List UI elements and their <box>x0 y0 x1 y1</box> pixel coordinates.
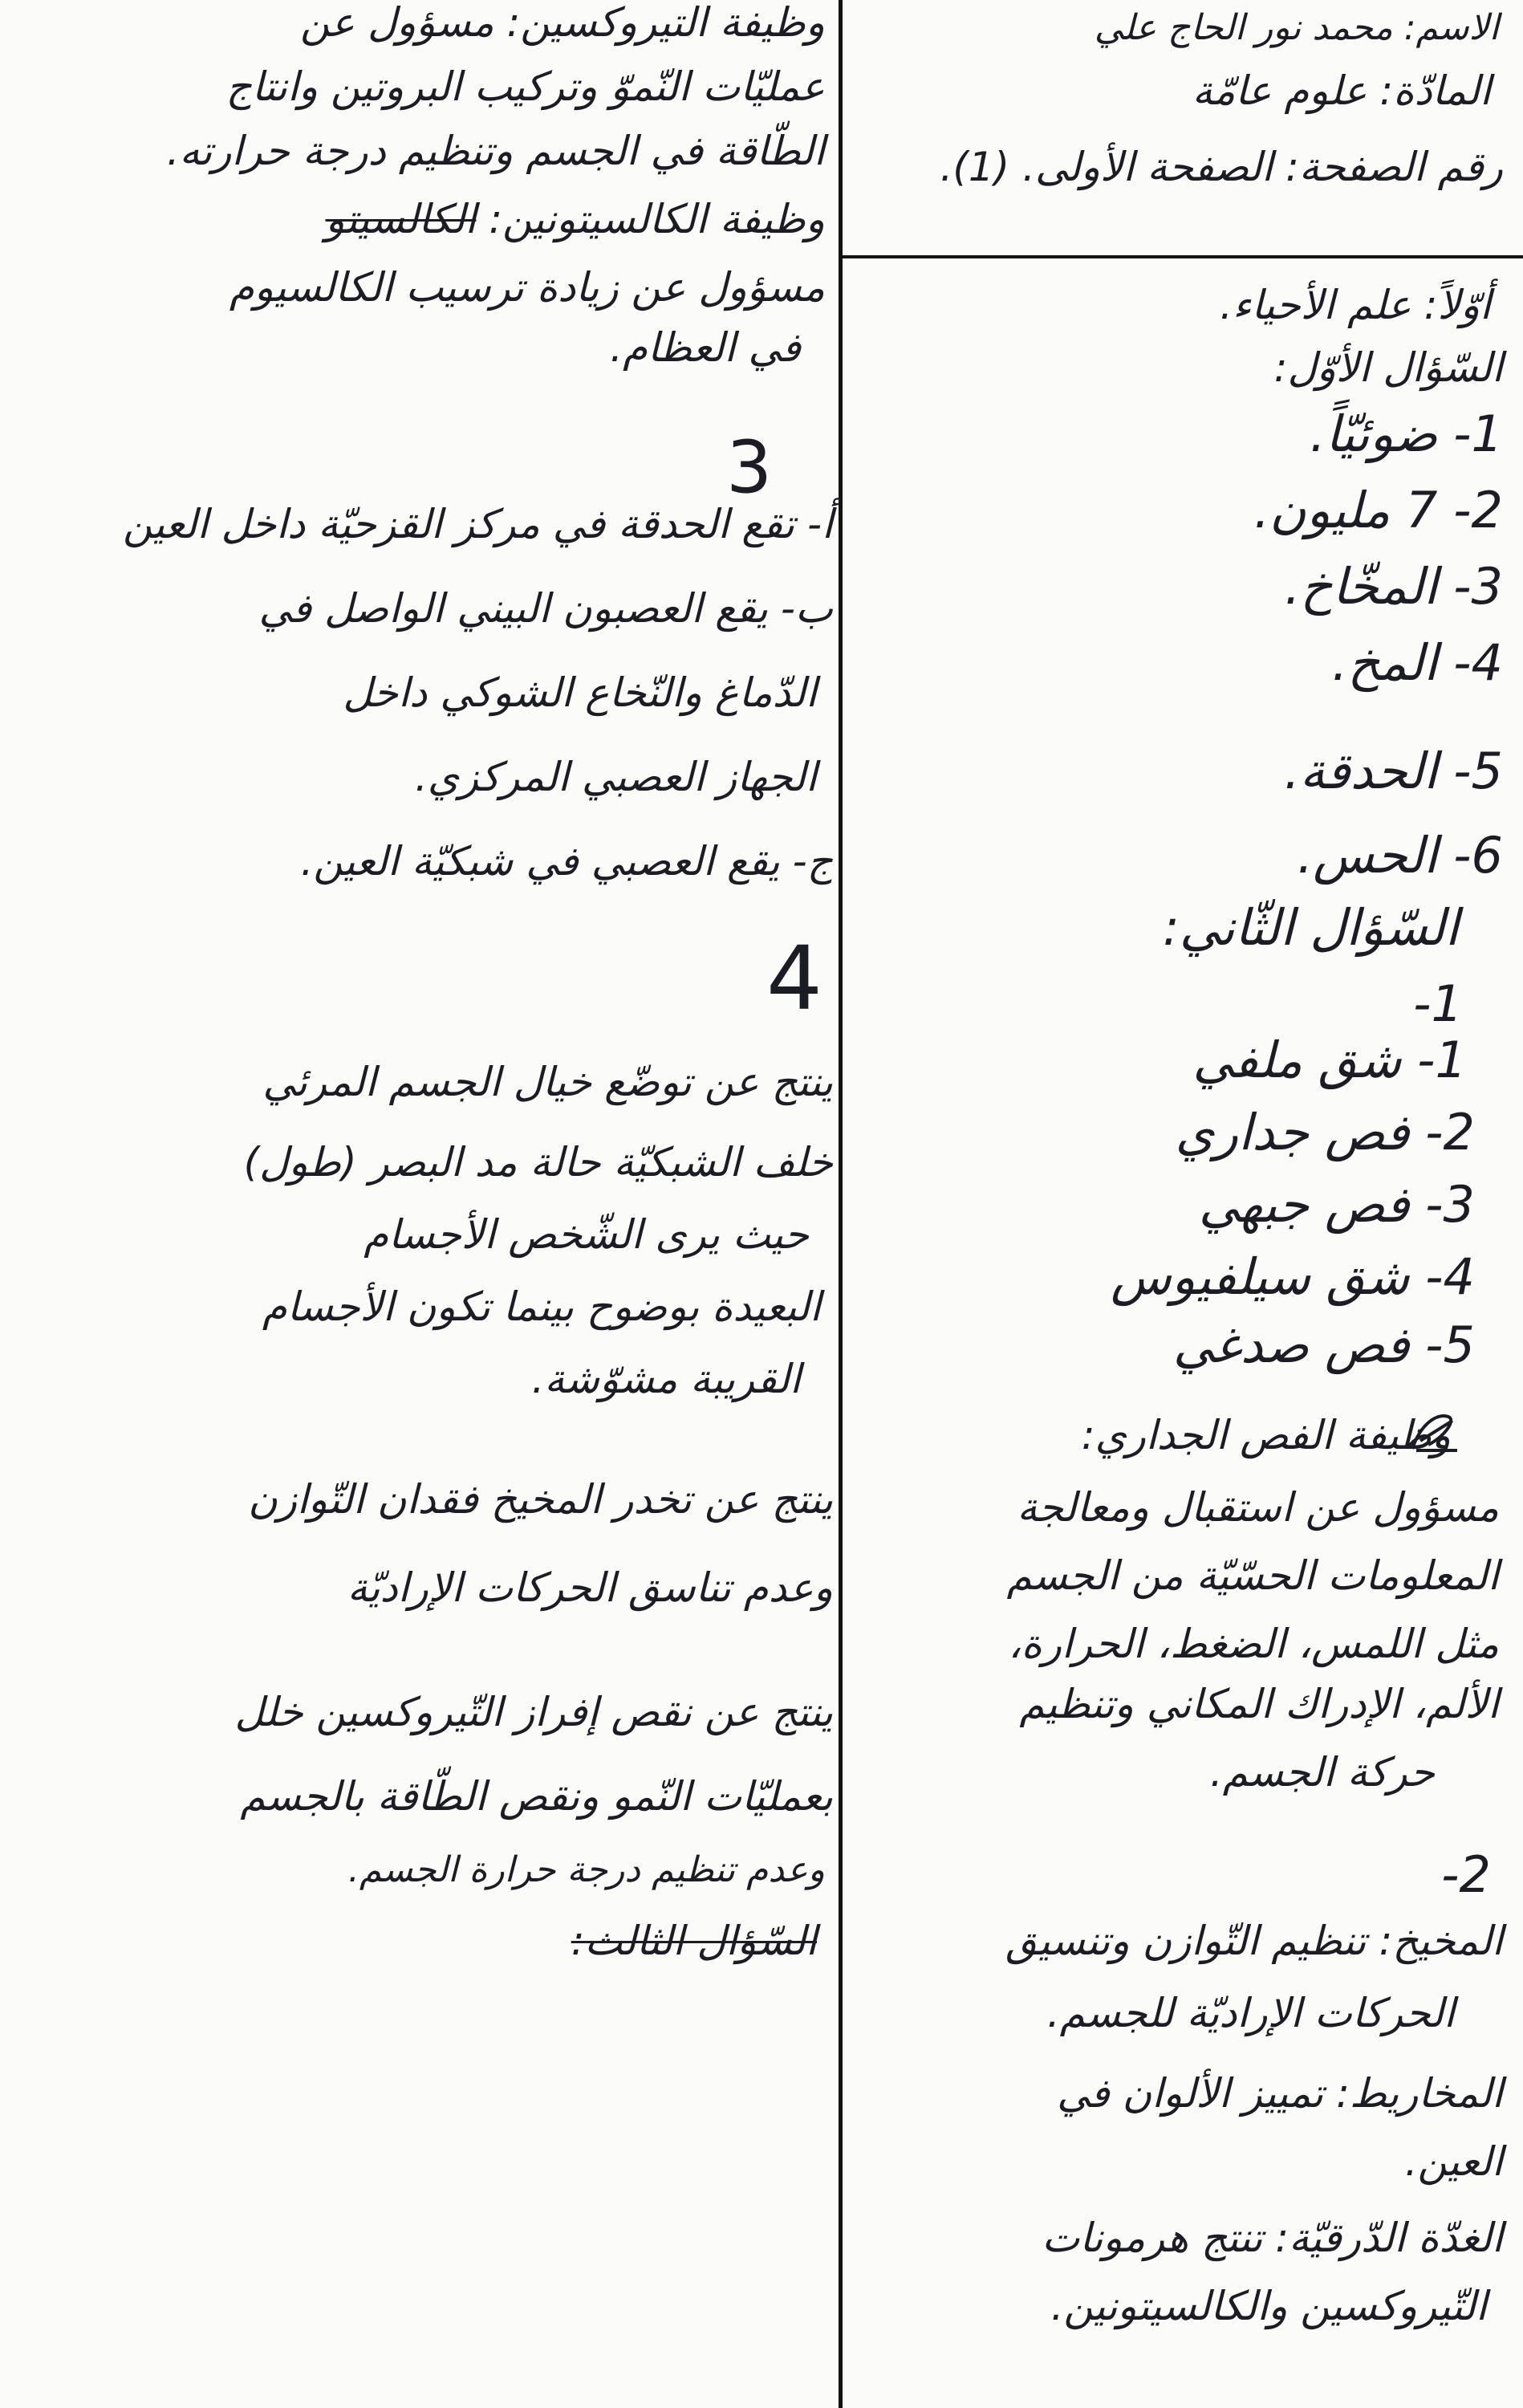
thyroxine-line-1: وظيفة التيروكسين: مسؤول عن <box>300 0 825 46</box>
part2-line-5: الغدّة الدّرقيّة: تنتج هرمونات <box>1042 2215 1503 2261</box>
q2-answer-3: 3- فص جبهي <box>1198 1175 1475 1234</box>
q3-line-2: ب- يقع العصبون البيني الواصل في <box>258 585 833 632</box>
q2-answer-2: 2- فص جداري <box>1175 1103 1475 1161</box>
q4-b2-line-2: وعدم تناسق الحركات الإراديّة <box>347 1564 833 1611</box>
thyroxine-line-2: عمليّات النّموّ وتركيب البروتين وانتاج <box>225 63 825 110</box>
q2-answer-1: 1- شق ملفي <box>1192 1031 1467 1089</box>
thyroxine-line-3: الطّاقة في الجسم وتنظيم درجة حرارته. <box>166 128 825 174</box>
calcitonin-title <box>326 197 825 243</box>
parietal-line-5: حركة الجسم. <box>1209 1749 1435 1796</box>
q4-number: 4 <box>766 927 822 1030</box>
q1-answer-2: 2- 7 مليون. <box>1253 481 1503 539</box>
q2-part1-label: 1- <box>1413 974 1463 1033</box>
q1-answer-4: 4- المخ. <box>1331 633 1503 692</box>
q3-line-1: أ- تقع الحدقة في مركز القزحيّة داخل العين <box>123 501 833 547</box>
q3-line-4: الجهاز العصبي المركزي. <box>414 754 817 800</box>
calcitonin-line-2: في العظام. <box>610 324 801 371</box>
student-name: الاسم: محمد نور الحاج علي <box>1094 7 1499 48</box>
q4-b3-line-2: بعمليّات النّمو ونقص الطّاقة بالجسم <box>240 1773 833 1820</box>
calcitonin-line-1: مسؤول عن زيادة ترسيب الكالسيوم <box>229 264 825 311</box>
q4-b2-line-1: ينتج عن تخدر المخيخ فقدان التّوازن <box>248 1476 833 1523</box>
q2-answer-5: 5- فص صدغي <box>1172 1316 1475 1374</box>
q4-b1-line-4: البعيدة بوضوح بينما تكون الأجسام <box>262 1283 821 1330</box>
q2-title: السّؤال الثّاني: <box>1163 898 1459 957</box>
q3-line-3: الدّماغ والنّخاع الشوكي داخل <box>343 669 817 716</box>
parietal-line-2: المعلومات الحسّيّة من الجسم <box>1006 1552 1499 1599</box>
q1-title: السّؤال الأوّل: <box>1273 344 1503 391</box>
parietal-line-4: الألم، الإدراك المكاني وتنظيم <box>1019 1681 1499 1727</box>
q4-b3-line-1: ينتج عن نقص إفراز التّيروكسين خلل <box>234 1689 833 1735</box>
q4-b3-line-3: وعدم تنظيم درجة حرارة الجسم. <box>347 1849 825 1890</box>
q4-b1-line-5: القريبة مشوّشة. <box>531 1356 801 1402</box>
part2-line-2: الحركات الإراديّة للجسم. <box>1046 1990 1455 2036</box>
q1-answer-5: 5- الحدقة. <box>1284 742 1503 800</box>
parietal-line-1: مسؤول عن استقبال ومعالجة <box>1017 1484 1499 1531</box>
part2-line-1: المخيخ: تنظيم التّوازن وتنسيق <box>1005 1918 1503 1964</box>
q1-answer-6: 6- الحس. <box>1297 826 1503 885</box>
q4-b1-line-3: حيث يرى الشّخص الأجسام <box>363 1211 809 1258</box>
part2-line-3: المخاريط: تمييز الألوان في <box>1057 2070 1503 2117</box>
q3-number: 3 <box>726 425 773 510</box>
page-number-line: رقم الصفحة: الصفحة الأولى. (1). <box>940 144 1503 190</box>
part2-line-6: التّيروكسين والكالسيتونين. <box>1050 2283 1487 2329</box>
column-divider <box>839 0 843 2408</box>
q1-answer-3: 3- المخّاخ. <box>1284 557 1503 616</box>
part2-line-4: العين. <box>1404 2138 1503 2185</box>
calcitonin-title-text: وظيفة الكالسيتونين: <box>489 196 825 242</box>
q1-answer-1: 1- ضوئيّاً. <box>1310 405 1503 463</box>
q3-line-5: ج- يقع العصبي في شبكيّة العين. <box>300 838 833 885</box>
subject-line: المادّة: علوم عامّة <box>1192 67 1491 114</box>
q2-part2-label: 2- <box>1441 1845 1491 1904</box>
parietal-function-title: وظيفة الفص الجداري: <box>1081 1412 1451 1458</box>
parietal-line-3: مثل اللمس، الضغط، الحرارة، <box>1008 1621 1499 1667</box>
header-rule <box>843 255 1523 258</box>
q2-answer-4: 4- شق سيلفيوس <box>1111 1247 1475 1306</box>
struck-heading: السّؤال الثالث: <box>571 1918 817 1964</box>
q4-b1-line-2: خلف الشبكيّة حالة مد البصر (طول) <box>243 1139 833 1186</box>
struck-word: الكالسيتو <box>325 196 477 242</box>
q4-b1-line-1: ينتج عن توضّع خيال الجسم المرئي <box>262 1059 833 1105</box>
section-title: أوّلاً: علم الأحياء. <box>1220 282 1491 328</box>
